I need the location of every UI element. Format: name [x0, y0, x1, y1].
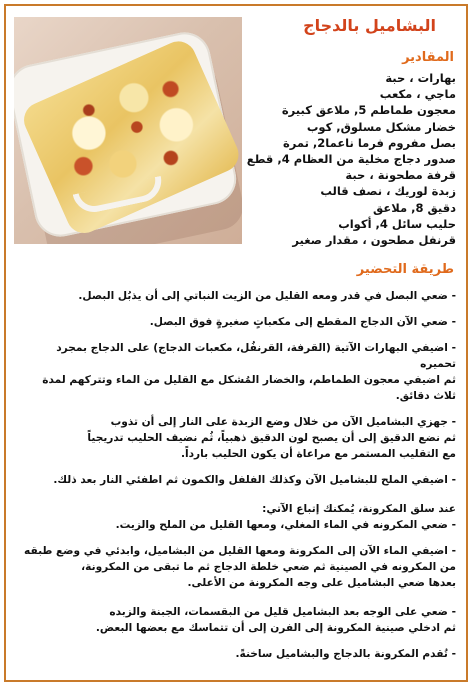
- ingredient-item: حليب سائل 4, أكواب: [338, 216, 456, 231]
- step-line: ثم ادخلي صينية المكرونة إلى الفرن إلى أن تتماسك مع بعضها البعض.: [95, 622, 456, 634]
- step-line: - ضعي على الوجه بعد البشاميل قليل من البقسمات، الجبنة والزبده: [109, 606, 456, 618]
- ingredients-heading: المقادير: [402, 50, 454, 65]
- method-steps: [18, 288, 456, 662]
- ingredients-list: [246, 70, 456, 248]
- ingredient-item: بهارات ، حبة: [385, 71, 456, 85]
- step-line: - اضيفي الماء الآن إلى المكرونة ومعها القليل من البشاميل، وابدئي في وضع طبقه: [24, 545, 456, 557]
- ingredient-item: زبدة لوريك ، نصف قالب: [320, 184, 456, 199]
- ingredient-item: دقيق 8, ملاعق: [373, 200, 456, 215]
- method-heading: طريقة التحضير: [356, 262, 454, 277]
- step-line: بعدها ضعي البشاميل على وجه المكرونة من الأعلى.: [187, 577, 456, 589]
- step-line: ثم نضع الدقيق إلى أن يصبح لون الدقيق ذهبياً، ثُم نضيف الحليب تدريجياً: [87, 432, 456, 444]
- dish-photo: [14, 17, 242, 244]
- ingredient-item: صدور دجاج مخلية من العظام 4, قطع: [246, 152, 456, 167]
- step-line: - اضيفي الملح للبشاميل الآن وكذلك الفلفل والكمون ثم اطفئي النار بعد ذلك.: [53, 474, 456, 486]
- step-line: ثم اضيفي معجون الطماطم، والخضار المُشكل مع القليل من الماء وتتركهم لمدة ثلاث دقائق.: [42, 374, 456, 402]
- ingredient-item: قرفة مطحونة ، حبة: [345, 168, 456, 183]
- step-line: مع التقليب المستمر مع مراعاة أن يكون الحليب بارداً.: [180, 448, 456, 460]
- step-line: من المكرونه في الصينية ثم ضعي خلطة الدجاج ثم ما تبقى من المكرونة،: [81, 561, 456, 573]
- ingredient-item: ماجي ، مكعب: [379, 87, 456, 102]
- step-line: عند سلق المكرونة، يُمكنك إتباع الآتي:: [262, 503, 456, 515]
- recipe-title: البشاميل بالدجاج: [303, 16, 436, 35]
- ingredient-item: قرنفل مطحون ، مقدار صغير: [292, 233, 456, 248]
- step-line: - تُقدم المكرونة بالدجاج والبشاميل ساخنةً.: [235, 648, 456, 660]
- step-line: - ضعي البصل في قدر ومعه القليل من الزيت النباتي إلى أن يذبُل البصل.: [78, 290, 456, 302]
- step-line: - ضعي الآن الدجاج المقطع إلى مكعباتٍ صغيرةٍ فوق البصل.: [149, 316, 456, 328]
- step-line: - جهزي البشاميل الآن من خلال وضع الزبدة على النار إلى أن تذوب: [110, 416, 456, 428]
- ingredient-item: خضار مشكل مسلوق, كوب: [306, 119, 456, 134]
- step-line: - ضعي المكرونه في الماء المغلي، ومعها القليل من الملح والزيت.: [115, 519, 456, 531]
- ingredient-item: معجون طماطم 5, ملاعق كبيرة: [281, 103, 456, 118]
- ingredient-item: بصل مفروم فرما ناعما2, تمرة: [282, 135, 456, 150]
- step-line: - اضيفي البهارات الآتية (القرفة، القرنفُل، مكعبات الدجاج) على الدجاج بمجرد تحميره: [56, 342, 456, 370]
